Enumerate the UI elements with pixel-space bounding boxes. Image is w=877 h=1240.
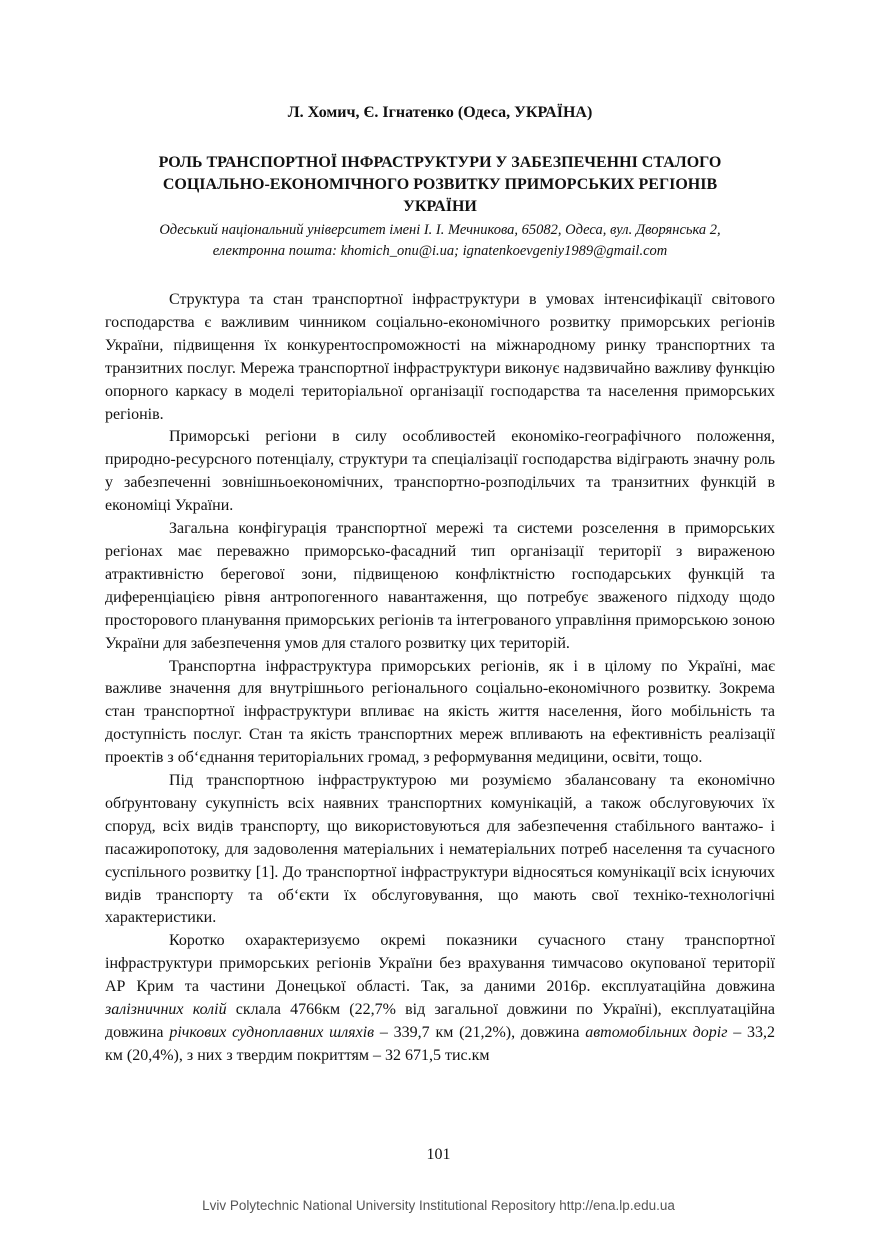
paragraph [105, 930, 775, 1067]
text-run: – 339,7 км (21,2%), довжина [374, 1024, 586, 1041]
emphasis-roads: автомобільних доріг [585, 1024, 728, 1041]
authors-line: Л. Хомич, Є. Ігнатенко (Одеса, УКРАЇНА) [287, 104, 593, 121]
contact-emails: електронна пошта: khomich_onu@i.ua; ignatenkoevgeniy1989@gmail.com [212, 243, 668, 259]
title-line: СОЦІАЛЬНО-ЕКОНОМІЧНОГО РОЗВИТКУ ПРИМОРСЬКИХ РЕГІОНІВ [162, 176, 718, 193]
title-line: УКРАЇНИ [403, 198, 477, 215]
emphasis-waterways: річкових судноплавних шляхів [169, 1024, 375, 1041]
text-run: склала 4766км (22,7% від загальної довжини по Україні), експлуатаційна довжина [105, 1001, 775, 1041]
affiliation [105, 220, 775, 262]
paragraph: Під транспортною інфраструктурою ми розуміємо збалансовану та економічно обґрунтовану сукупність всіх наявних транспортних комунікацій, а також обслуговуючих їх споруд, всіх видів транспорту, що використовуються для забезпечення стабільного вантажо- і пасажиропотоку, для задоволення матеріальних і нематеріальних потреб населення та сучасного суспільного розвитку [1]. До транспортної інфраструктури відносяться комунікації всіх існуючих видів транспорту та об‘єкти їх обслуговування, що мають свої техніко-технологічні характеристики. [105, 772, 775, 927]
emphasis-railways: залізничних колій [105, 1001, 227, 1019]
body-text [105, 289, 775, 1068]
paragraph: Приморські регіони в силу особливостей економіко-географічного положення, природно-ресурсного потенціалу, структури та спеціалізації господарства відіграють значну роль у забезпеченні зовнішньоекономічних, транспортно-розподільчих та транзитних функцій в економіці України. [105, 428, 775, 515]
paragraph: Загальна конфігурація транспортної мережі та системи розселення в приморських регіонах має переважно приморсько-фасадний тип організації території з вираженою атрактивністю берегової зони, підвищеною конфліктністю господарських функцій та диференціацією рівня антропогенного навантаження, що потребує зваженого підходу щодо просторового планування приморських регіонів та інтегрованого управління приморською зоною України для забезпечення умов для сталого розвитку цих територій. [105, 520, 775, 652]
repository-footer: Lviv Polytechnic National University Institutional Repository http://ena.lp.edu.ua [202, 1198, 675, 1213]
text-run: – 33,2 км (20,4%), з них з твердим покриттям – 32 671,5 тис.км [105, 1024, 776, 1064]
affiliation-line: Одеський національний університет імені І. І. Мечникова, 65082, Одеса, вул. Дворянська 2, [159, 222, 721, 238]
text-run: Коротко охарактеризуємо окремі показники сучасного стану транспортної інфраструктури приморських регіонів України без врахування тимчасово окупованої території АР Крим та частини Донецької області. Так, за даними 2016р. експлуатаційна довжина [105, 932, 775, 996]
page-number: 101 [426, 1146, 451, 1163]
paragraph: Транспортна інфраструктура приморських регіонів, як і в цілому по Україні, має важливе значення для внутрішнього регіонального соціально-економічного розвитку. Зокрема стан транспортної інфраструктури впливає на якість життя населення, його мобільність та доступність послуг. Стан та якість транспортних мереж впливають на ефективність реалізації проектів з об‘єднання територіальних громад, з реформування медицини, освіти, тощо. [105, 657, 775, 767]
title-line: РОЛЬ ТРАНСПОРТНОЇ ІНФРАСТРУКТУРИ У ЗАБЕЗПЕЧЕННІ СТАЛОГО [158, 154, 722, 171]
paper-title [105, 152, 775, 218]
paragraph: Структура та стан транспортної інфраструктури в умовах інтенсифікації світового господарства є важливим чинником соціально-економічного розвитку приморських регіонів України, підвищення їх конкурентоспроможності на міжнародному ринку транспортних та транзитних послуг. Мережа транспортної інфраструктури виконує надзвичайно важливу функцію опорного каркасу в моделі територіальної організації господарства та населення приморських регіонів. [105, 291, 775, 423]
